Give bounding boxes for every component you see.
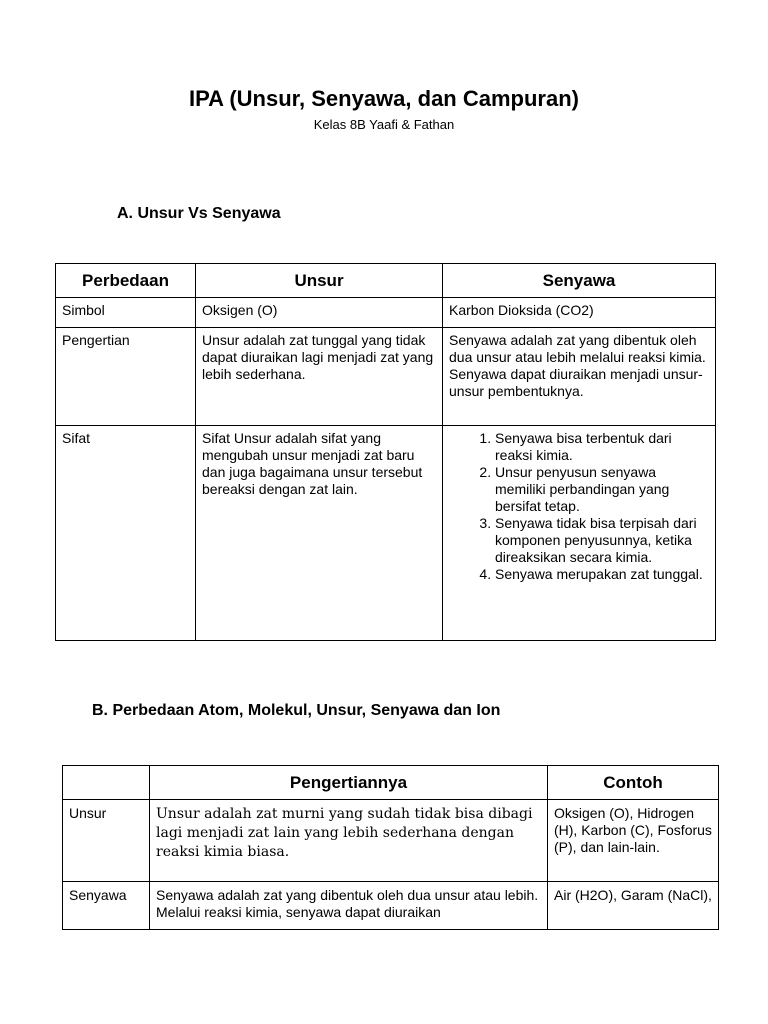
row-label-sifat: Sifat [56,426,196,641]
list-item: 4. Senyawa merupakan zat tunggal. [495,566,709,583]
cell-senyawa-pengertian: Senyawa adalah zat yang dibentuk oleh dua unsur atau lebih melalui reaksi kimia. Senyawa dapat diuraikan menjadi unsur-unsur pembentuknya. [443,328,716,426]
section-a-heading: A. Unsur Vs Senyawa [117,205,281,222]
table-row [63,800,719,882]
cell-unsur-pengertian: Unsur adalah zat tunggal yang tidak dapat diuraikan lagi menjadi zat yang lebih sederhana. [196,328,443,426]
table-header-row [63,766,719,800]
row-label-senyawa: Senyawa [63,882,150,930]
cell-senyawa-simbol: Karbon Dioksida (CO2) [443,298,716,328]
row-label-unsur: Unsur [63,800,150,882]
header-pengertiannya: Pengertiannya [150,766,548,800]
list-item: 1. Senyawa bisa terbentuk dari reaksi kimia. [495,430,709,464]
senyawa-sifat-list [449,430,709,583]
header-contoh: Contoh [548,766,719,800]
document-subtitle: Kelas 8B Yaafi & Fathan [313,117,455,132]
table-row [56,328,716,426]
cell-senyawa-sifat [443,426,716,641]
perbedaan-table [62,765,719,930]
unsur-vs-senyawa-table [55,263,716,641]
table-row [56,426,716,641]
cell-unsur-sifat: Sifat Unsur adalah sifat yang mengubah unsur menjadi zat baru dan juga bagaimana unsur tersebut bereaksi dengan zat lain. [196,426,443,641]
section-b-heading: B. Perbedaan Atom, Molekul, Unsur, Senyawa dan Ion [92,702,501,719]
row-label-simbol: Simbol [56,298,196,328]
cell-senyawa-pengertian: Senyawa adalah zat yang dibentuk oleh dua unsur atau lebih. Melalui reaksi kimia, senyawa dapat diuraikan [150,882,548,930]
list-item: 3. Senyawa tidak bisa terpisah dari komponen penyusunnya, ketika direaksikan secara kimia. [495,515,709,566]
table-header-row [56,264,716,298]
header-empty [63,766,150,800]
table-row [56,298,716,328]
list-item: 2. Unsur penyusun senyawa memiliki perbandingan yang bersifat tetap. [495,464,709,515]
cell-senyawa-contoh: Air (H2O), Garam (NaCl), [548,882,719,930]
table-row [63,882,719,930]
document-title: IPA (Unsur, Senyawa, dan Campuran) [189,86,579,111]
cell-unsur-simbol: Oksigen (O) [196,298,443,328]
header-unsur: Unsur [196,264,443,298]
header-perbedaan: Perbedaan [56,264,196,298]
cell-unsur-contoh: Oksigen (O), Hidrogen (H), Karbon (C), Fosforus (P), dan lain-lain. [548,800,719,882]
row-label-pengertian: Pengertian [56,328,196,426]
cell-unsur-pengertian: Unsur adalah zat murni yang sudah tidak bisa dibagi lagi menjadi zat lain yang lebih sederhana dengan reaksi kimia biasa. [150,800,548,882]
header-senyawa: Senyawa [443,264,716,298]
